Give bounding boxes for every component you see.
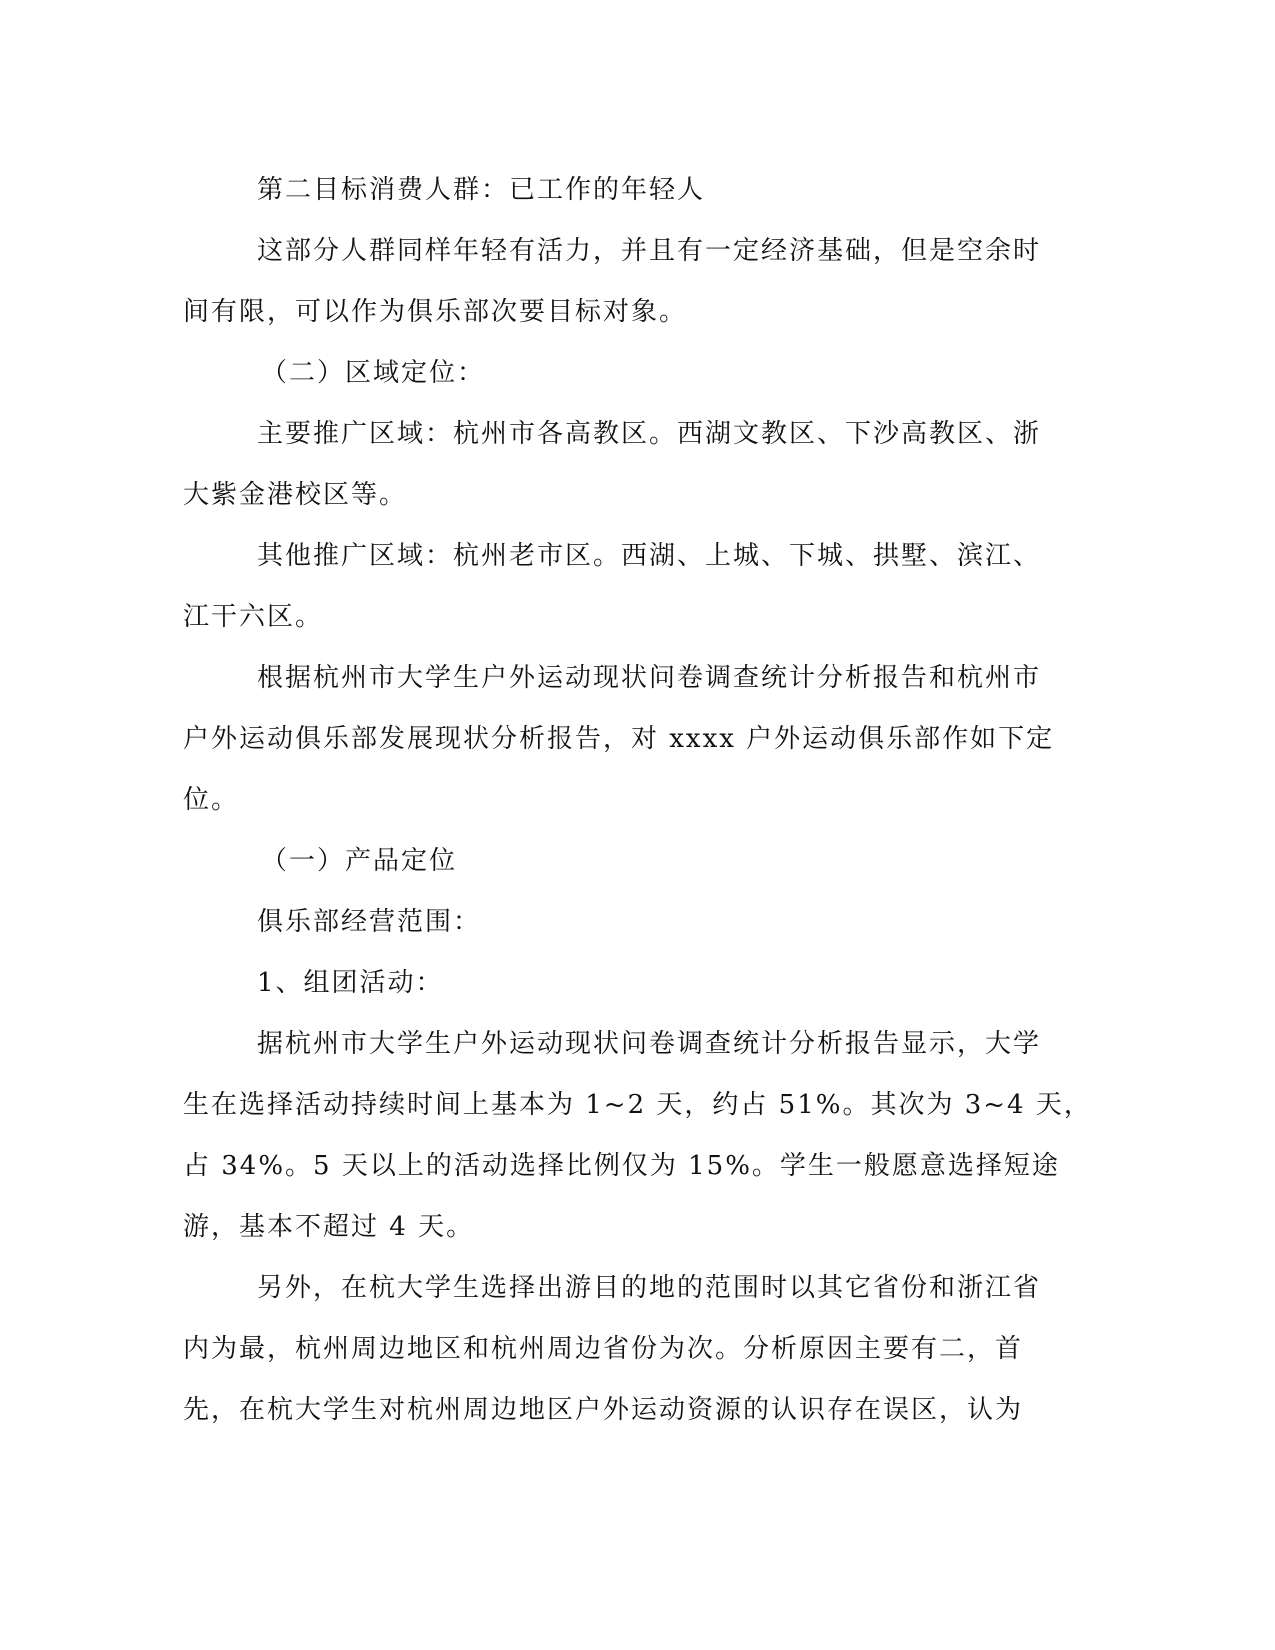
text-line: 1、组团活动：: [257, 968, 444, 998]
text-line: 这部分人群同样年轻有活力，并且有一定经济基础，但是空余时: [257, 236, 1042, 266]
section-heading-regional-positioning: [183, 343, 1071, 404]
text-line: 根据杭州市大学生户外运动现状问卷调查统计分析报告和杭州市: [257, 663, 1042, 693]
text-line: 据杭州市大学生户外运动现状问卷调查统计分析报告显示，大学: [257, 1029, 1042, 1059]
text-line: 位。: [183, 785, 240, 815]
paragraph-business-scope: [183, 892, 1071, 953]
text-line: 第二目标消费人群：已工作的年轻人: [257, 175, 706, 205]
heading-text: （一）产品定位: [261, 846, 458, 876]
text-line: 江干六区。: [183, 602, 324, 632]
paragraph-young-workers-description: [183, 221, 1071, 343]
text-line: 间有限，可以作为俱乐部次要目标对象。: [183, 297, 688, 327]
section-heading-product-positioning: [183, 831, 1071, 892]
text-line: 俱乐部经营范围：: [257, 907, 482, 937]
text-line: 生在选择活动持续时间上基本为 1~2 天，约占 51%。其次为 3~4 天，: [183, 1090, 1092, 1120]
text-line: 另外，在杭大学生选择出游目的地的范围时以其它省份和浙江省: [257, 1273, 1042, 1303]
paragraph-destination-analysis: [183, 1258, 1071, 1441]
paragraph-positioning-basis: [183, 648, 1071, 831]
text-line: 大紫金港校区等。: [183, 480, 408, 510]
paragraph-survey-findings: [183, 1014, 1092, 1258]
text-line: 占 34%。5 天以上的活动选择比例仅为 15%。学生一般愿意选择短途: [183, 1151, 1060, 1181]
paragraph-group-activities: [183, 953, 1071, 1014]
text-line: 内为最，杭州周边地区和杭州周边省份为次。分析原因主要有二，首: [183, 1334, 1024, 1364]
heading-text: （二）区域定位：: [261, 358, 486, 388]
paragraph-other-promotion-area: [183, 526, 1071, 648]
text-line: 主要推广区域：杭州市各高教区。西湖文教区、下沙高教区、浙: [257, 419, 1042, 449]
text-line: 游，基本不超过 4 天。: [183, 1212, 475, 1242]
paragraph-primary-promotion-area: [183, 404, 1071, 526]
text-line: 先，在杭大学生对杭州周边地区户外运动资源的认识存在误区，认为: [183, 1395, 1024, 1425]
text-line: 其他推广区域：杭州老市区。西湖、上城、下城、拱墅、滨江、: [257, 541, 1042, 571]
document-body: [183, 160, 1092, 1441]
text-line: 户外运动俱乐部发展现状分析报告，对 xxxx 户外运动俱乐部作如下定: [183, 724, 1055, 754]
paragraph-second-target-group: [183, 160, 1071, 221]
